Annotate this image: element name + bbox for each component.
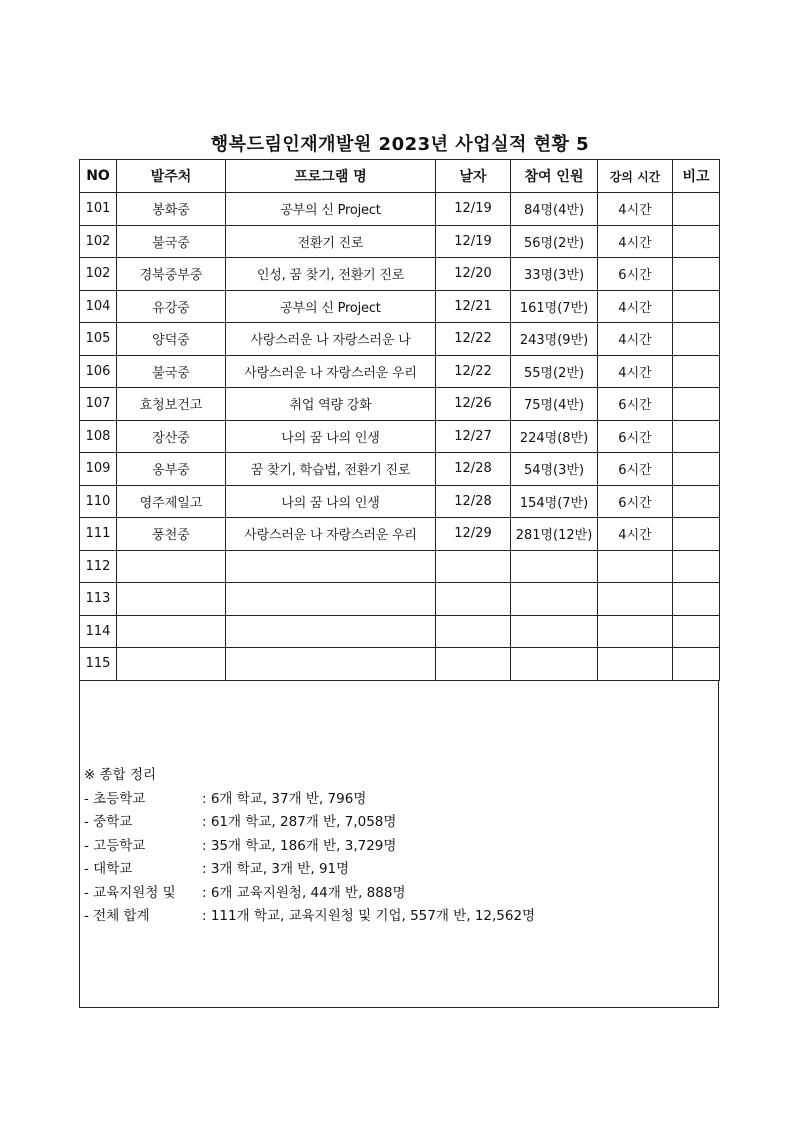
summary-list [84,788,535,929]
cell-no: 109 [80,453,117,486]
summary-value: : 61개 학교, 287개 반, 7,058명 [202,814,397,830]
cell-participants: 161명(7반) [511,290,598,323]
cell-program [226,583,436,616]
cell-participants: 243명(9반) [511,323,598,356]
summary-value: : 3개 학교, 3개 반, 91명 [202,861,350,877]
cell-date: 12/28 [436,485,511,518]
cell-hours: 6시간 [598,258,673,291]
summary-item [84,811,535,835]
cell-hours [598,615,673,648]
cell-program: 사랑스러운 나 자랑스러운 나 [226,323,436,356]
table-body [80,193,720,681]
cell-client: 풍천중 [117,518,226,551]
cell-program: 인성, 꿈 찾기, 전환기 진로 [226,258,436,291]
table-header-row [80,160,720,193]
cell-hours: 4시간 [598,518,673,551]
cell-client: 양덕중 [117,323,226,356]
cell-program: 사랑스러운 나 자랑스러운 우리 [226,518,436,551]
table-row [80,193,720,226]
table-row [80,485,720,518]
cell-client [117,615,226,648]
cell-client: 불국중 [117,355,226,388]
cell-participants [511,550,598,583]
summary-item [84,788,535,812]
header-hours: 강의 시간 [598,160,673,193]
cell-no: 101 [80,193,117,226]
cell-no: 110 [80,485,117,518]
cell-client: 옹부중 [117,453,226,486]
cell-date [436,615,511,648]
cell-client: 봉화중 [117,193,226,226]
cell-program: 전환기 진로 [226,225,436,258]
cell-note [673,193,720,226]
table-row [80,615,720,648]
cell-participants: 154명(7반) [511,485,598,518]
cell-hours [598,583,673,616]
cell-note [673,225,720,258]
summary-value: : 6개 학교, 37개 반, 796명 [202,790,367,807]
summary-label: - 초등학교 [84,790,146,807]
cell-date: 12/19 [436,193,511,226]
cell-date: 12/22 [436,323,511,356]
cell-no: 104 [80,290,117,323]
header-note: 비고 [673,160,720,193]
cell-client [117,550,226,583]
table-row [80,453,720,486]
cell-note [673,258,720,291]
cell-note [673,550,720,583]
cell-note [673,355,720,388]
cell-note [673,290,720,323]
summary-item [84,905,535,929]
header-client: 발주처 [117,160,226,193]
cell-program: 꿈 찾기, 학습법, 전환기 진로 [226,453,436,486]
cell-participants [511,648,598,681]
table-row [80,518,720,551]
cell-hours [598,648,673,681]
cell-date: 12/22 [436,355,511,388]
cell-date: 12/29 [436,518,511,551]
cell-client: 장산중 [117,420,226,453]
summary-label: - 교육지원청 및 [84,884,176,901]
summary-heading: ※ 종합 정리 [84,767,157,783]
table-row [80,355,720,388]
summary-label: - 고등학교 [84,837,146,854]
cell-date [436,648,511,681]
cell-date: 12/21 [436,290,511,323]
cell-note [673,388,720,421]
cell-participants: 281명(12반) [511,518,598,551]
summary-value: : 35개 학교, 186개 반, 3,729명 [202,837,397,854]
cell-program: 취업 역량 강화 [226,388,436,421]
summary-item [84,882,535,906]
cell-no: 111 [80,518,117,551]
cell-date: 12/26 [436,388,511,421]
summary-label: - 대학교 [84,861,133,877]
cell-hours [598,550,673,583]
cell-date [436,550,511,583]
cell-hours: 6시간 [598,388,673,421]
cell-date: 12/19 [436,225,511,258]
cell-no: 108 [80,420,117,453]
cell-client: 효청보건고 [117,388,226,421]
cell-no: 114 [80,615,117,648]
cell-participants: 54명(3반) [511,453,598,486]
cell-hours: 4시간 [598,225,673,258]
cell-no: 106 [80,355,117,388]
cell-program: 공부의 신 Project [226,290,436,323]
header-program: 프로그램 명 [226,160,436,193]
cell-program [226,615,436,648]
header-no: NO [80,160,117,193]
table-row [80,420,720,453]
cell-no: 102 [80,258,117,291]
table-row [80,225,720,258]
cell-note [673,583,720,616]
cell-participants: 75명(4반) [511,388,598,421]
cell-hours: 4시간 [598,355,673,388]
cell-program [226,550,436,583]
cell-no: 102 [80,225,117,258]
cell-date [436,583,511,616]
cell-participants [511,583,598,616]
summary-label: - 중학교 [84,814,133,830]
table-row [80,388,720,421]
cell-hours: 4시간 [598,193,673,226]
cell-no: 115 [80,648,117,681]
cell-note [673,323,720,356]
cell-program: 사랑스러운 나 자랑스러운 우리 [226,355,436,388]
cell-no: 112 [80,550,117,583]
page-title: 행복드림인재개발원 2023년 사업실적 현황 5 [210,134,590,155]
cell-program: 공부의 신 Project [226,193,436,226]
summary-value: : 6개 교육지원청, 44개 반, 888명 [202,884,406,901]
cell-client: 영주제일고 [117,485,226,518]
cell-client [117,648,226,681]
cell-participants [511,615,598,648]
summary-section [84,764,535,929]
cell-no: 113 [80,583,117,616]
cell-no: 107 [80,388,117,421]
cell-hours: 6시간 [598,453,673,486]
cell-program: 나의 꿈 나의 인생 [226,485,436,518]
cell-note [673,648,720,681]
cell-client: 유강중 [117,290,226,323]
cell-note [673,518,720,551]
cell-date: 12/20 [436,258,511,291]
cell-hours: 4시간 [598,290,673,323]
cell-participants: 84명(4반) [511,193,598,226]
cell-hours: 6시간 [598,420,673,453]
cell-note [673,453,720,486]
cell-hours: 4시간 [598,323,673,356]
cell-program [226,648,436,681]
cell-note [673,615,720,648]
table-row [80,648,720,681]
table-row [80,290,720,323]
cell-participants: 56명(2반) [511,225,598,258]
cell-note [673,485,720,518]
summary-item [84,835,535,859]
summary-value: : 111개 학교, 교육지원청 및 기업, 557개 반, 12,562명 [202,908,536,924]
table-row [80,258,720,291]
cell-client [117,583,226,616]
cell-hours: 6시간 [598,485,673,518]
cell-program: 나의 꿈 나의 인생 [226,420,436,453]
cell-note [673,420,720,453]
summary-label: - 전체 합계 [84,908,150,924]
header-participants: 참여 인원 [511,160,598,193]
performance-table [79,159,720,681]
cell-participants: 224명(8반) [511,420,598,453]
header-date: 날자 [436,160,511,193]
table-row [80,550,720,583]
table-row [80,583,720,616]
cell-date: 12/28 [436,453,511,486]
cell-participants: 55명(2반) [511,355,598,388]
cell-client: 불국중 [117,225,226,258]
table-row [80,323,720,356]
summary-item [84,858,535,882]
cell-participants: 33명(3반) [511,258,598,291]
cell-date: 12/27 [436,420,511,453]
cell-no: 105 [80,323,117,356]
cell-client: 경북중부중 [117,258,226,291]
